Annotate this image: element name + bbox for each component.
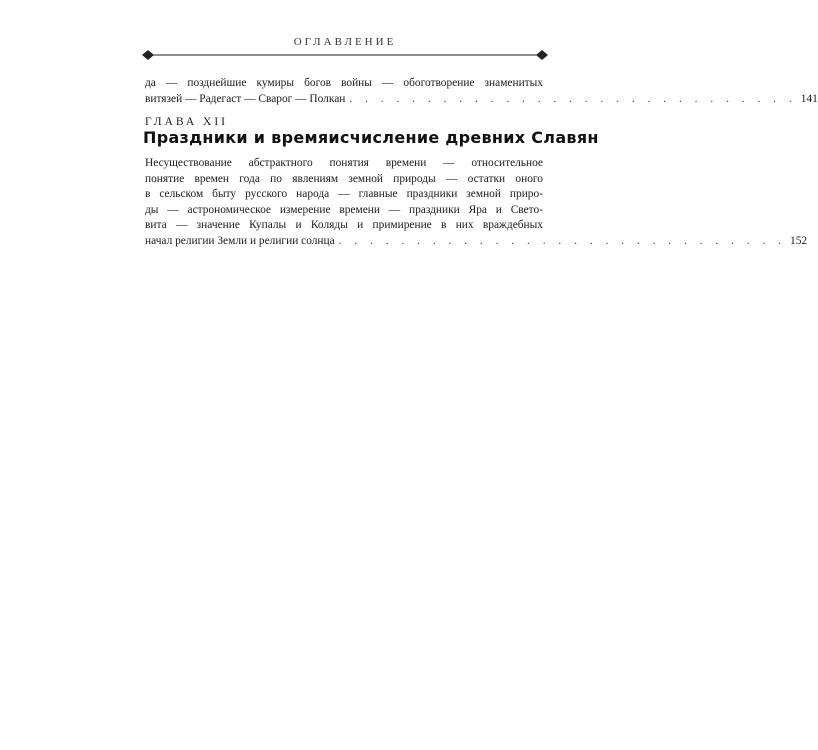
page-number: 141 [800, 92, 818, 105]
toc-line: ды — астрономическое измерение времени — праздники Яра и Свето- [145, 203, 543, 216]
toc-entry-continued [145, 76, 818, 107]
toc-line-last [145, 234, 808, 250]
toc-line: витязей — Радегаст — Сварог — Полкан [145, 92, 346, 105]
toc-line: да — позднейшие кумиры богов войны — обоготворение знаменитых [145, 77, 543, 89]
toc-line: вита — значение Купалы и Коляды и примирение в них враждебных [145, 219, 543, 231]
leader-dots: . . . . . . . . . . . . . . . . . . . . . . . . . . . . . [338, 234, 786, 247]
chapter-label: ГЛАВА XII [145, 116, 228, 128]
toc-line: Несуществование абстрактного понятия времени — относительное [145, 157, 543, 169]
running-header: ОГЛАВЛЕНИЕ [293, 36, 397, 48]
leader-dots: . . . . . . . . . . . . . . . . . . . . . . . . . . . . . [349, 92, 797, 105]
toc-entry-chapter-12 [145, 156, 808, 249]
header-ornament-rule [140, 47, 550, 63]
toc-line: в сельском быту русского народа — главные праздники земной приро- [145, 188, 543, 200]
toc-line-last [145, 92, 818, 108]
toc-line: понятие времен года по явлениям земной природы — остатки оного [145, 172, 543, 185]
page-number: 152 [790, 234, 808, 247]
toc-line: начал религии Земли и религии солнца [145, 234, 335, 247]
chapter-title: Праздники и времяисчисление древних Славян [143, 128, 599, 147]
